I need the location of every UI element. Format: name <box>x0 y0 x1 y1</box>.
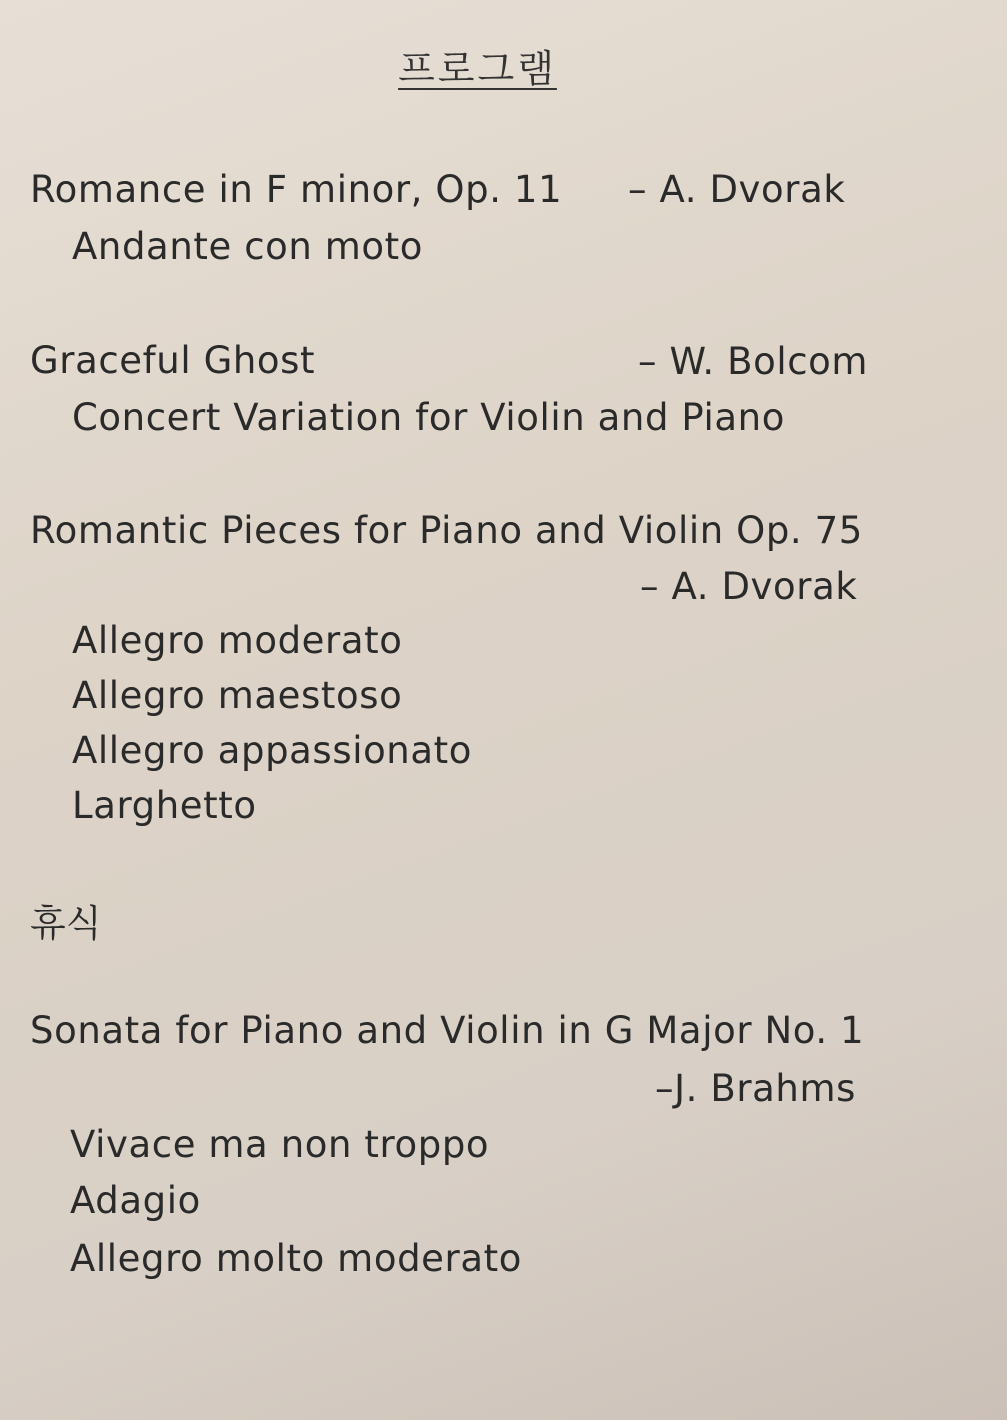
movement-item: Vivace ma non troppo <box>70 1123 490 1166</box>
movement-item: Larghetto <box>72 784 257 827</box>
piece-composer: –J. Brahms <box>655 1067 856 1110</box>
movement-item: Adagio <box>70 1179 201 1222</box>
piece-composer: – A. Dvorak <box>628 168 846 211</box>
intermission-label: 휴식 <box>30 902 102 945</box>
piece-title: Romantic Pieces for Piano and Violin Op. 75 <box>30 509 863 552</box>
piece-title: Sonata for Piano and Violin in G Major No. 1 <box>30 1009 865 1052</box>
movement-item: Andante con moto <box>72 225 424 268</box>
movement-item: Allegro molto moderato <box>70 1237 522 1280</box>
movement-item: Concert Variation for Violin and Piano <box>72 396 785 439</box>
movement-item: Allegro appassionato <box>72 729 472 772</box>
piece-composer: – W. Bolcom <box>638 340 869 383</box>
piece-composer: – A. Dvorak <box>640 565 858 608</box>
piece-title: Graceful Ghost <box>30 339 316 382</box>
piece-title: Romance in F minor, Op. 11 <box>30 168 563 211</box>
movement-item: Allegro moderato <box>72 619 403 662</box>
page-title: 프로그램 <box>398 47 557 91</box>
movement-item: Allegro maestoso <box>72 674 403 717</box>
